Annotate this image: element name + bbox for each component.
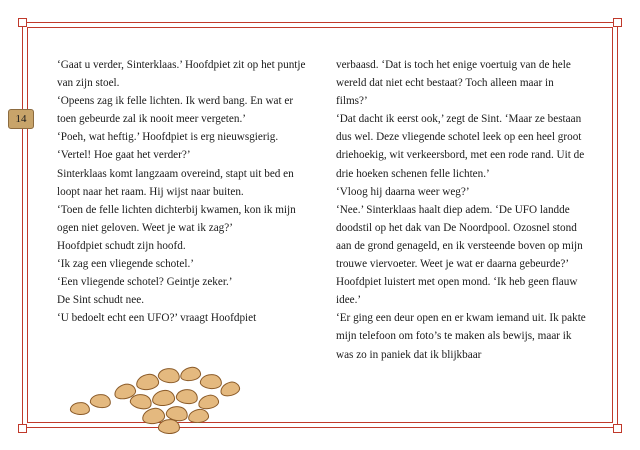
paragraph: ‘Poeh, wat heftig.’ Hoofdpiet is erg nieuwsgierig. [57, 131, 279, 144]
paragraph: ‘Opeens zag ik felle lichten. Ik werd bang. En wat er toen gebeurde zal ik nooit meer vergeten.’ [57, 95, 294, 126]
pebble [199, 373, 222, 390]
pebble [187, 408, 209, 424]
paragraph: ‘Vertel! Hoe gaat het verder?’ [57, 149, 191, 162]
frame-corner-bottom-left [18, 424, 27, 433]
paragraph: Hoofdpiet schudt zijn hoofd. [57, 239, 186, 252]
text-columns [57, 56, 587, 364]
paragraph: verbaasd. ‘Dat is toch het enige voertuig van de hele wereld dat niet echt bestaat? Toch alleen maar in films?’ [336, 59, 571, 108]
paragraph: ‘U bedoelt echt een UFO?’ vraagt Hoofdpiet [57, 312, 257, 325]
paragraph: ‘Vloog hij daarna weer weg?’ [336, 185, 470, 198]
page-number-badge: 14 [8, 109, 34, 129]
paragraph: ‘Een vliegende schotel? Geintje zeker.’ [57, 276, 233, 289]
text-column-right [336, 56, 587, 364]
pebble [175, 387, 199, 405]
pebble [158, 418, 181, 434]
pebble [135, 373, 160, 391]
paragraph: Hoofdpiet luistert met open mond. ‘Ik heb geen flauw idee.’ [336, 276, 578, 307]
pebble [70, 401, 91, 415]
pebble [157, 366, 181, 385]
paragraph: Sinterklaas komt langzaam overeind, stapt uit bed en loopt naar het raam. Hij wijst naar buiten. [57, 167, 294, 198]
paragraph: De Sint schudt nee. [57, 294, 144, 307]
pebble [179, 366, 202, 383]
frame-corner-top-right [613, 18, 622, 27]
paragraph: ‘Toen de felle lichten dichterbij kwamen, kon ik mijn ogen niet geloven. Weet je wat ik zag?’ [57, 203, 296, 234]
frame-corner-top-left [18, 18, 27, 27]
text-column-left [57, 56, 308, 364]
paragraph: ‘Dat dacht ik eerst ook,’ zegt de Sint. ‘Maar ze bestaan dus wel. Deze vliegende schotel leek op een heel groot driehoekig, wit verkeersbord, met een rode rand. Uit de drie hoeken schenen felle lichten.’ [336, 113, 585, 180]
paragraph: ‘Gaat u verder, Sinterklaas.’ Hoofdpiet zit op het puntje van zijn stoel. [57, 59, 306, 90]
frame-corner-bottom-right [613, 424, 622, 433]
pebble [151, 389, 175, 407]
pebble [219, 380, 242, 398]
pebble [89, 393, 112, 410]
paragraph: ‘Nee.’ Sinterklaas haalt diep adem. ‘De UFO landde doodstil op het dak van De Noordpool. Ozosnel stond aan de grond genageld, en ik versteende boven op mijn trouwe viervoeter. Weet je wat er daarna gebeurde?’ [336, 203, 583, 271]
paragraph: ‘Ik zag een vliegende schotel.’ [57, 258, 194, 271]
paragraph: ‘Er ging een deur open en er kwam iemand uit. Ik pakte mijn telefoon om foto’s te maken als bewijs, maar ik was zo in paniek dat ik blijkbaar [336, 312, 586, 361]
pebble-cluster-illustration [70, 362, 270, 432]
